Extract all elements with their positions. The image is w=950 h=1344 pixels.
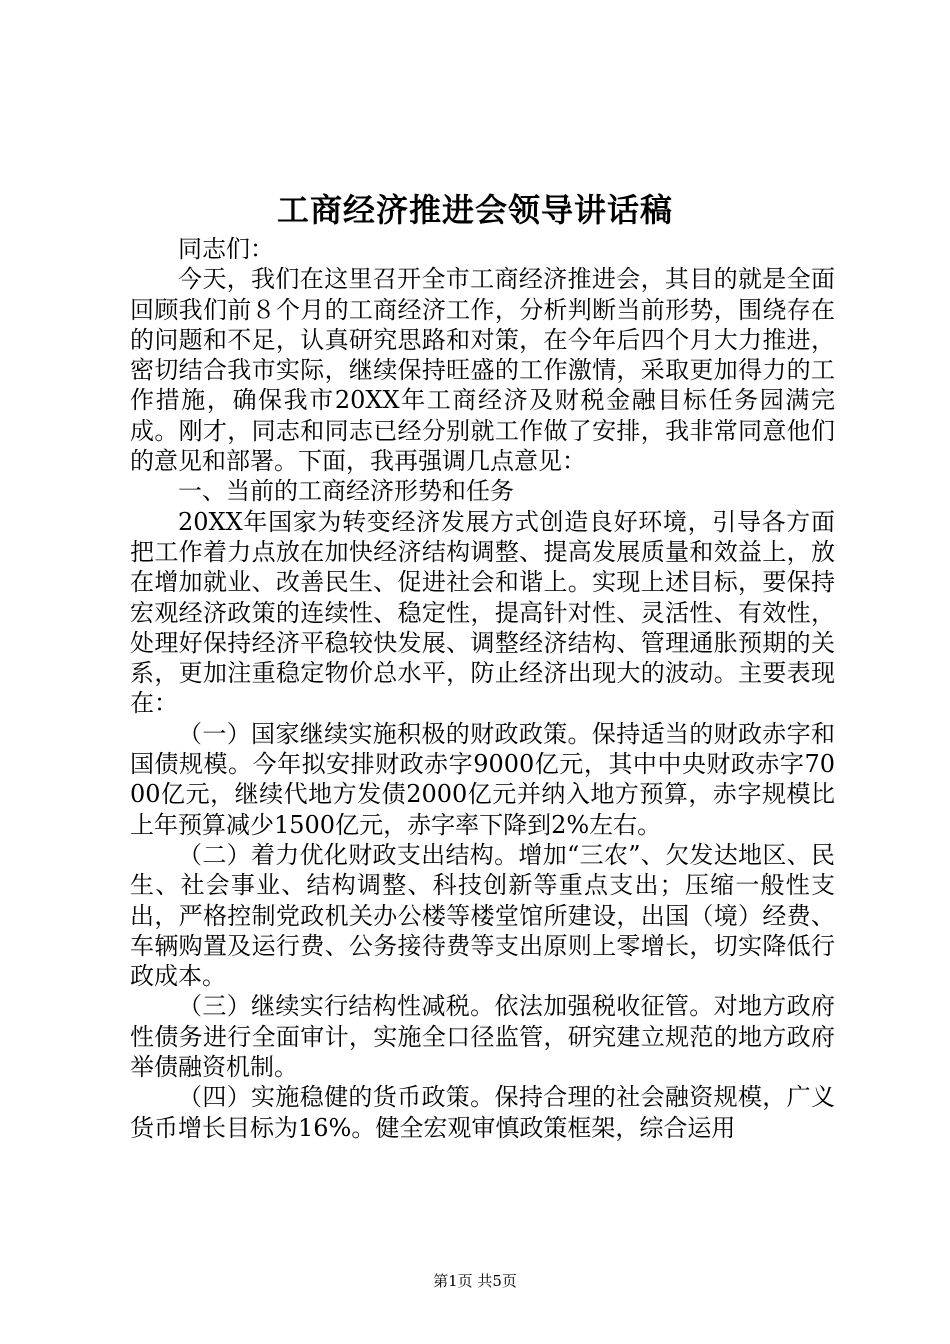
paragraph: （三）继续实行结构性减税。依法加强税收征管。对地方政府性债务进行全面审计，实施全口径监管，研究建立规范的地方政府举债融资机制。 [130, 992, 835, 1082]
section-heading: 一、当前的工商经济形势和任务 [178, 477, 514, 506]
paragraph: （一）国家继续实施积极的财政政策。保持适当的财政赤字和国债规模。今年拟安排财政赤字9000亿元，其中中央财政赤字7000亿元，继续代地方发债2000亿元并纳入地方预算，赤字规模比上年预算减少1500亿元，赤字率下降到2%左右。 [130, 719, 835, 839]
paragraph: 今天，我们在这里召开全市工商经济推进会，其目的就是全面回顾我们前８个月的工商经济工作，分析判断当前形势，围绕存在的问题和不足，认真研究思路和对策，在今年后四个月大力推进，密切结合我市实际，继续保持旺盛的工作激情，采取更加得力的工作措施，确保我市20XX年工商经济及财税金融目标任务园满完成。刚才，同志和同志已经分别就工作做了安排，我非常同意他们的意见和部署。下面，我再强调几点意见： [130, 265, 835, 476]
document-title: 工商经济推进会领导讲话稿 [276, 191, 673, 229]
page-footer: 第1页 共5页 [433, 1272, 517, 1290]
paragraph: 20XX年国家为转变经济发展方式创造良好环境，引导各方面把工作着力点放在加快经济结构调整、提高发展质量和效益上，放在增加就业、改善民生、促进社会和谐上。实现上述目标，要保持宏观经济政策的连续性、稳定性，提高针对性、灵活性、有效性，处理好保持经济平稳较快发展、调整经济结构、管理通胀预期的关系，更加注重稳定物价总水平，防止经济出现大的波动。主要表现在： [130, 507, 835, 718]
paragraph: （四）实施稳健的货币政策。保持合理的社会融资规模，广义货币增长目标为16%。健全宏观审慎政策框架，综合运用 [130, 1083, 835, 1142]
document-body [130, 234, 835, 1143]
salutation: 同志们： [178, 235, 274, 263]
paragraph: （二）着力优化财政支出结构。增加“三农”、欠发达地区、民生、社会事业、结构调整、科技创新等重点支出；压缩一般性支出，严格控制党政机关办公楼等楼堂馆所建设，出国（境）经费、车辆购置及运行费、公务接待费等支出原则上零增长，切实降低行政成本。 [130, 840, 835, 991]
